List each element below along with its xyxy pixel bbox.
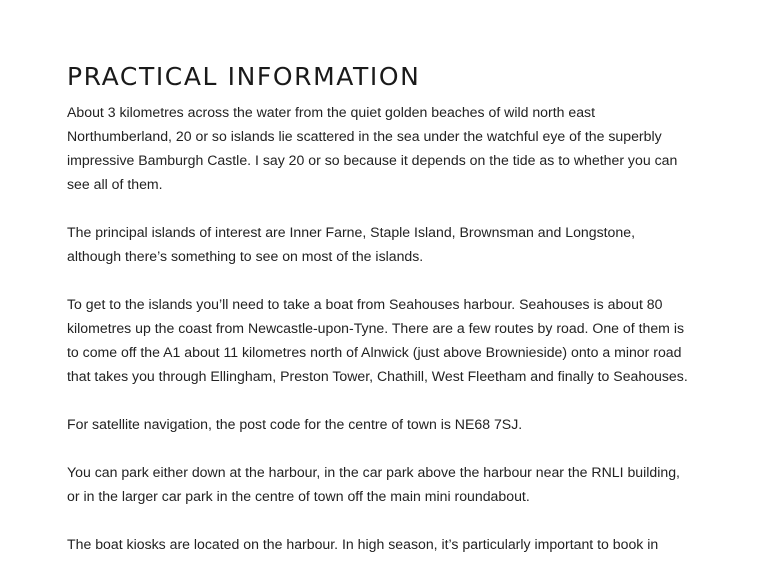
- page-title: PRACTICAL INFORMATION: [67, 62, 421, 91]
- paragraph-parking: [67, 460, 707, 508]
- paragraph-intro: [67, 100, 707, 196]
- paragraph-directions: [67, 292, 707, 388]
- text-line: kilometres up the coast from Newcastle-upon-Tyne. There are a few routes by road. One of them is: [67, 320, 685, 336]
- text-line: impressive Bamburgh Castle. I say 20 or so because it depends on the tide as to whether you can: [67, 152, 678, 168]
- text-line: or in the larger car park in the centre of town off the main mini roundabout.: [67, 488, 530, 504]
- text-line: The principal islands of interest are Inner Farne, Staple Island, Brownsman and Longstone,: [67, 224, 635, 240]
- body-text: [67, 100, 707, 556]
- text-line: About 3 kilometres across the water from the quiet golden beaches of wild north east: [67, 104, 596, 120]
- text-line: The boat kiosks are located on the harbour. In high season, it’s particularly important to book in: [67, 536, 659, 552]
- text-line: that takes you through Ellingham, Preston Tower, Chathill, West Fleetham and finally to Seahouses.: [67, 368, 688, 384]
- text-line: You can park either down at the harbour, in the car park above the harbour near the RNLI building,: [67, 464, 680, 480]
- text-line: to come off the A1 about 11 kilometres north of Alnwick (just above Brownieside) onto a minor road: [67, 344, 682, 360]
- text-line: For satellite navigation, the post code for the centre of town is NE68 7SJ.: [67, 416, 523, 432]
- paragraph-satnav: [67, 412, 707, 436]
- text-line: To get to the islands you’ll need to take a boat from Seahouses harbour. Seahouses is about 80: [67, 296, 663, 312]
- paragraph-principal-islands: [67, 220, 707, 268]
- paragraph-boat-kiosks: [67, 532, 707, 556]
- text-line: Northumberland, 20 or so islands lie scattered in the sea under the watchful eye of the superbly: [67, 128, 662, 144]
- text-line: see all of them.: [67, 176, 163, 192]
- text-line: although there’s something to see on most of the islands.: [67, 248, 424, 264]
